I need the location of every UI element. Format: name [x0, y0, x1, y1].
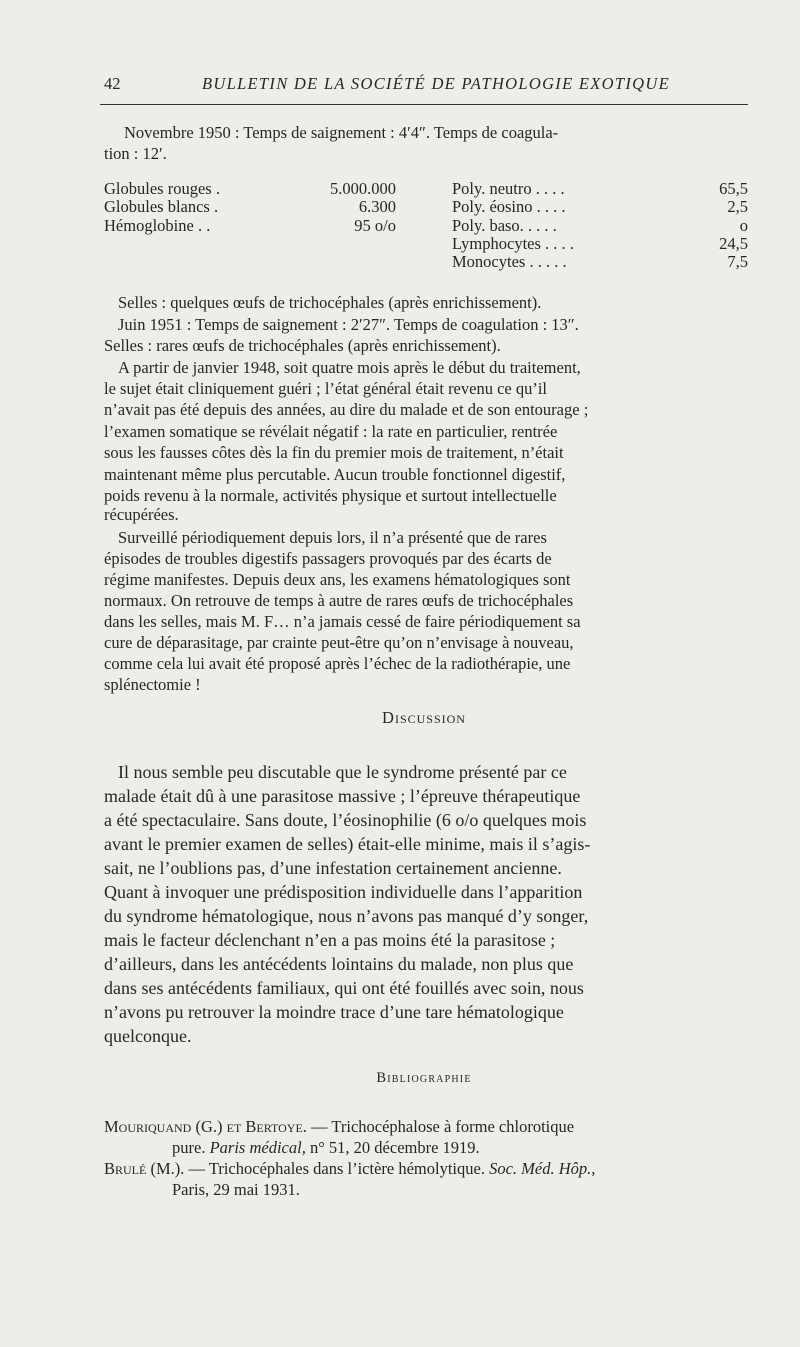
table-value: 65,5: [719, 179, 748, 198]
reference-details: Paris, 29 mai 1931.: [172, 1180, 300, 1199]
discussion-line: du syndrome hématologique, nous n’avons pas manqué d’y songer,: [104, 906, 589, 926]
table-value: o: [739, 215, 748, 235]
discussion-line: avant le premier examen de selles) était-elle minime, mais il s’agis-: [104, 834, 591, 854]
table-value: 2,5: [727, 197, 748, 217]
table-value: 7,5: [727, 252, 748, 272]
body-line: Selles : quelques œufs de trichocéphales (après enrichissement).: [118, 293, 542, 312]
table-label: Globules blancs .: [104, 197, 219, 217]
reference-journal: Soc. Méd. Hôp.,: [489, 1159, 596, 1178]
body-line: régime manifestes. Depuis deux ans, les examens hématologiques sont: [104, 570, 571, 589]
reference-title: — Trichocéphalose à forme chlorotique: [306, 1117, 575, 1136]
table-right-values: [690, 180, 748, 271]
body-line: normaux. On retrouve de temps à autre de rares œufs de trichocéphales: [104, 591, 574, 610]
discussion-line: mais le facteur déclenchant n’en a pas moins été la parasitose ;: [104, 930, 556, 950]
body-line: maintenant même plus percutable. Aucun trouble fonctionnel digestif,: [104, 465, 566, 484]
table-label: Poly. baso. . . . .: [452, 215, 557, 235]
header-rule: [100, 104, 748, 105]
reference-continuation: [172, 1137, 480, 1158]
discussion-line: dans ses antécédents familiaux, qui ont été fouillés avec soin, nous: [104, 978, 584, 998]
body-line: comme cela lui avait été proposé après l’échec de la radiothérapie, une: [104, 654, 571, 673]
table-label: Lymphocytes . . . .: [452, 233, 574, 253]
table-left-values: [286, 180, 396, 235]
table-label: Globules rouges .: [104, 179, 220, 198]
body-line: n’avait pas été depuis des années, au dire du malade et de son entourage ;: [104, 400, 589, 419]
body-line: Juin 1951 : Temps de saignement : 2′27″. Temps de coagulation : 13″.: [118, 315, 579, 334]
reference-entry: [104, 1116, 574, 1137]
table-label: Hémoglobine . .: [104, 215, 211, 235]
reference-text: pure.: [172, 1138, 210, 1157]
reference-authors: Brulé (M.).: [104, 1159, 185, 1178]
body-line: l’examen somatique se révélait négatif : la rate en particulier, rentrée: [104, 422, 558, 441]
discussion-line: Il nous semble peu discutable que le syndrome présenté par ce: [118, 762, 567, 782]
body-line: épisodes de troubles digestifs passagers provoqués par des écarts de: [104, 549, 552, 568]
body-line: Selles : rares œufs de trichocéphales (après enrichissement).: [104, 336, 501, 355]
bibliography-heading: Bibliographie: [376, 1070, 472, 1086]
table-value: 6.300: [358, 197, 396, 217]
body-line: cure de déparasitage, par crainte peut-être qu’on n’envisage à nouveau,: [104, 633, 574, 652]
body-line: récupérées.: [104, 505, 179, 524]
discussion-line: sait, ne l’oublions pas, d’une infestation certainement ancienne.: [104, 858, 562, 878]
table-value: 5.000.000: [330, 179, 396, 198]
discussion-heading: Discussion: [382, 708, 466, 727]
discussion-line: n’avons pu retrouver la moindre trace d’une tare hématologique: [104, 1002, 564, 1022]
table-right-labels: [452, 180, 692, 271]
reference-details: n° 51, 20 décembre 1919.: [305, 1138, 480, 1157]
intro-line: Novembre 1950 : Temps de saignement : 4′4″. Temps de coagula-: [124, 123, 559, 142]
reference-authors: Mouriquand (G.) et Bertoye.: [104, 1117, 307, 1136]
discussion-line: d’ailleurs, dans les antécédents lointains du malade, non plus que: [104, 954, 574, 974]
body-line: dans les selles, mais M. F… n’a jamais cessé de faire périodiquement sa: [104, 612, 581, 631]
table-label: Monocytes . . . . .: [452, 252, 567, 272]
reference-journal: Paris médical,: [209, 1138, 306, 1157]
discussion-line: a été spectaculaire. Sans doute, l’éosinophilie (6 o/o quelques mois: [104, 810, 587, 830]
reference-entry: [104, 1158, 595, 1179]
table-label: Poly. neutro . . . .: [452, 179, 565, 198]
body-line: poids revenu à la normale, activités physique et surtout intellectuelle: [104, 486, 557, 505]
discussion-line: Quant à invoquer une prédisposition individuelle dans l’apparition: [104, 882, 583, 902]
table-value: 24,5: [719, 233, 748, 253]
table-label: Poly. éosino . . . .: [452, 197, 566, 217]
page-number: 42: [104, 74, 121, 93]
running-title: BULLETIN DE LA SOCIÉTÉ DE PATHOLOGIE EXOTIQUE: [202, 74, 670, 93]
body-line: Surveillé périodiquement depuis lors, il n’a présenté que de rares: [118, 528, 547, 547]
discussion-line: malade était dû à une parasitose massive ; l’épreuve thérapeutique: [104, 786, 581, 806]
intro-line: tion : 12′.: [104, 144, 167, 163]
running-header: [104, 74, 748, 100]
body-line: A partir de janvier 1948, soit quatre mois après le début du traitement,: [118, 358, 581, 377]
reference-continuation: [172, 1179, 300, 1200]
table-left-labels: [104, 180, 274, 235]
reference-title: — Trichocéphales dans l’ictère hémolytique.: [184, 1159, 490, 1178]
body-line: le sujet était cliniquement guéri ; l’état général était revenu ce qu’il: [104, 379, 548, 398]
body-line: sous les fausses côtes dès la fin du premier mois de traitement, n’était: [104, 443, 564, 462]
table-value: 95 o/o: [354, 215, 396, 235]
body-line: splénectomie !: [104, 675, 201, 694]
discussion-line: quelconque.: [104, 1026, 192, 1046]
